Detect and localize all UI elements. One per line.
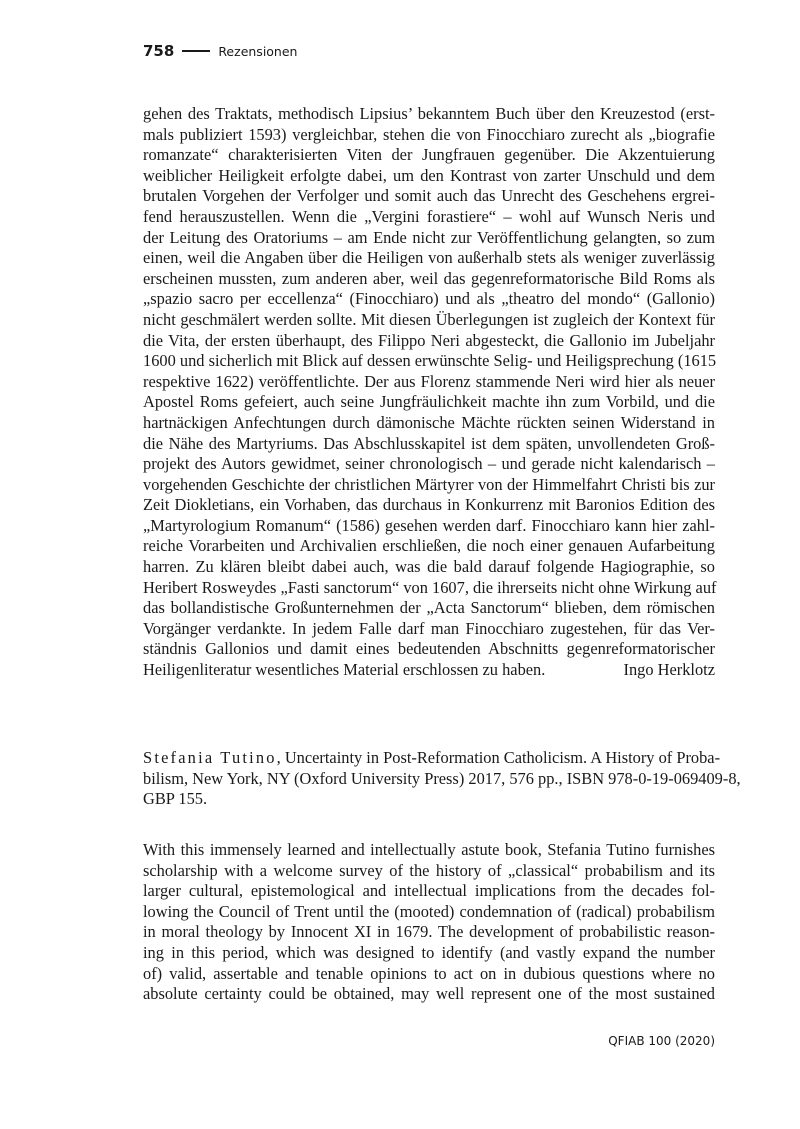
text-line: brutalen Vorgehen der Verfolger und somit auch das Unrecht des Geschehens ergrei- <box>143 186 715 206</box>
text-line: „spazio sacro per eccellenza“ (Finocchiaro) und als „theatro del mondo“ (Gallonio) <box>143 289 715 309</box>
text-line: of) valid, assertable and tenable opinions to act on in dubious questions where no <box>143 963 715 983</box>
text-line: die Vita, der ersten überhaupt, des Filippo Neri abgesteckt, die Gallonio im Jubeljahr <box>143 330 715 350</box>
text-line: ständnis Gallonios und damit eines bedeutenden Abschnitts gegenreformatorischer <box>143 639 715 659</box>
text-line: der Leitung des Oratoriums – am Ende nicht zur Veröffentlichung gelangten, so zum <box>143 227 715 247</box>
review-2-paragraph <box>143 840 715 1005</box>
text-line: ing in this period, which was designed to identify (and vastly expand the number <box>143 942 715 962</box>
book-author: Stefania Tutino <box>143 748 277 767</box>
text-line: erscheinen mussten, zum anderen aber, weil das gegenreformatorische Bild Roms als <box>143 268 715 288</box>
text-line: With this immensely learned and intellectually astute book, Stefania Tutino furnishes <box>143 840 715 859</box>
text-line: respektive 1622) veröffentlichte. Der aus Florenz stammende Neri wird hier als neuer <box>143 371 715 391</box>
text-line: reiche Vorarbeiten und Archivalien erschließen, die noch einer genauen Aufarbeitung <box>143 536 715 556</box>
text-line: larger cultural, epistemological and intellectual implications from the decades fol- <box>143 881 715 901</box>
bib-line: bilism, New York, NY (Oxford University Press) 2017, 576 pp., ISBN 978-0-19-069409-8, <box>143 768 741 788</box>
text-line: fend herauszustellen. Wenn die „Vergini forastiere“ – wohl auf Wunsch Neris und <box>143 206 715 226</box>
text-line: „Martyrologium Romanum“ (1586) gesehen werden darf. Finocchiaro kann hier zahl- <box>143 515 715 535</box>
text-line: einen, weil die Angaben über die Heiligen von außerhalb stets als weniger zuverlässig <box>143 248 715 268</box>
text-line: weiblicher Heiligkeit erfolgte dabei, um den Kontrast von zarter Unschuld und dem <box>143 165 715 185</box>
journal-footer: QFIAB 100 (2020) <box>608 1034 715 1048</box>
bib-line: GBP 155. <box>143 789 208 809</box>
text-line: mals publiziert 1593) vergleichbar, stehen die von Finocchiaro zurecht als „biografie <box>143 124 715 144</box>
text-line: hartnäckigen Anfechtungen durch dämonische Mächte rückten seinen Widerstand in <box>143 412 715 432</box>
text-line: harren. Zu klären bleibt dabei auch, was die bald darauf folgende Hagiographie, so <box>143 557 715 577</box>
text-line: das bollandistische Großunternehmen der „Acta Sanctorum“ blieben, dem römischen <box>143 598 715 618</box>
text-line: Zeit Diokletians, ein Vorhaben, das durchaus in Konkurrenz mit Baronios Edition des <box>143 495 715 515</box>
bib-line <box>143 748 721 769</box>
section-title: Rezensionen <box>218 43 298 59</box>
book-title: , Uncertainty in Post-Reformation Catholicism. A History of Proba- <box>276 748 721 767</box>
text-line: Apostel Roms gefeiert, auch seine Jungfräulichkeit machte ihn zum Vorbild, und die <box>143 392 715 412</box>
bibliographic-entry <box>143 748 741 810</box>
text-line: 1600 und sicherlich mit Blick auf dessen erwünschte Selig- und Heiligsprechung (1615 <box>143 351 717 371</box>
text-line: vorgehenden Geschichte der christlichen Märtyrer von der Himmelfahrt Christi bis zur <box>143 474 715 494</box>
text-line: romanzate“ charakterisierten Viten der Jungfrauen gegenüber. Die Akzentuierung <box>143 145 715 165</box>
text-line: absolute certainty could be obtained, may well represent one of the most sustained <box>143 984 715 1004</box>
closing-line <box>143 660 715 681</box>
text-line: nicht geschmälert werden sollte. Mit diesen Überlegungen ist zugleich der Kontext für <box>143 309 715 329</box>
text-line: lowing the Council of Trent until the (mooted) condemnation of (radical) probabilism <box>143 901 715 921</box>
text-line: scholarship with a welcome survey of the history of „classical“ probabilism and its <box>143 860 715 880</box>
text-line: die Nähe des Martyriums. Das Abschlusskapitel ist dem späten, unvollendeten Groß- <box>143 433 715 453</box>
header-rule <box>182 50 210 52</box>
review-1-paragraph <box>143 104 715 681</box>
running-header <box>143 42 297 60</box>
text-line: Heribert Rosweydes „Fasti sanctorum“ von 1607, die ihrerseits nicht ohne Wirkung auf <box>143 577 717 597</box>
text-line: projekt des Autors gewidmet, seiner chronologisch – und gerade nicht kalendarisch – <box>143 454 715 474</box>
page-number: 758 <box>143 42 175 60</box>
text-line: Heiligenliteratur wesentliches Material erschlossen zu haben. <box>143 660 546 680</box>
reviewer-signature: Ingo Herklotz <box>623 660 715 680</box>
text-line: gehen des Traktats, methodisch Lipsius’ bekanntem Buch über den Kreuzestod (erst- <box>143 104 715 123</box>
text-line: in moral theology by Innocent XI in 1679. The development of probabilistic reason- <box>143 922 715 942</box>
text-line: Vorgänger verdankte. In jedem Falle darf man Finocchiaro zugestehen, für das Ver- <box>143 618 715 638</box>
